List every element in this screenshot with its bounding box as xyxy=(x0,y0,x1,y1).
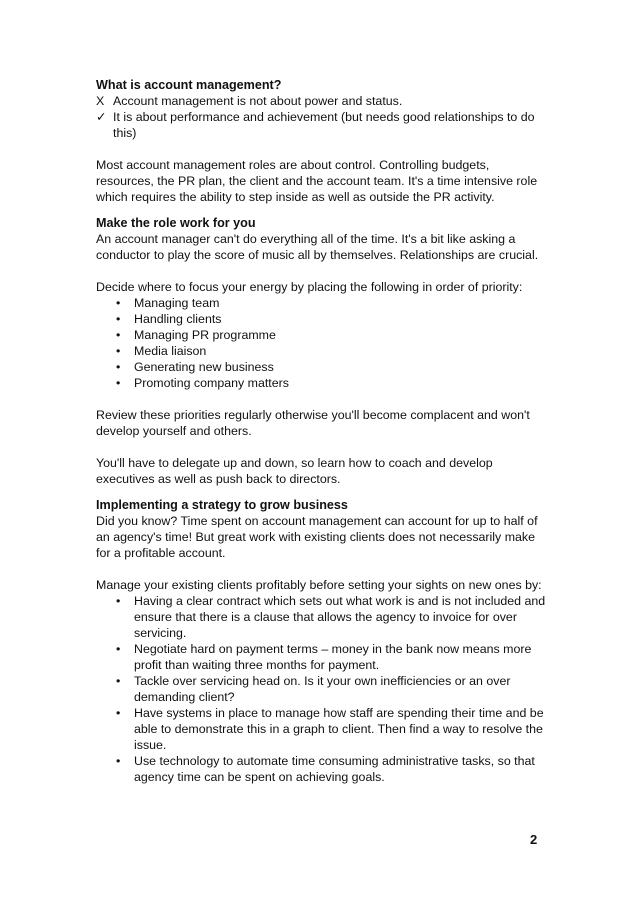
bullet-icon: • xyxy=(116,642,121,656)
list-item: • Have systems in place to manage how staff are spending their time and be able to demonstrate this in a graph to client. Then find a way to resolve the issue. xyxy=(116,706,544,752)
bullet-icon: • xyxy=(116,328,121,342)
section-heading-role: Make the role work for you xyxy=(96,216,256,230)
bullet-icon: • xyxy=(116,360,121,374)
priority-list xyxy=(96,295,548,391)
list-item: • Managing PR programme xyxy=(116,328,276,342)
list-item: • Promoting company matters xyxy=(116,376,289,390)
section-heading-account-management: What is account management? xyxy=(96,78,282,92)
bullet-icon: • xyxy=(116,754,121,768)
bullet-icon: • xyxy=(116,312,121,326)
list-item: • Having a clear contract which sets out what work is and is not included and ensure that there is a clause that allows the agency to invoice for over servicing. xyxy=(116,594,546,640)
control-paragraph: Most account management roles are about control. Controlling budgets, resources, the PR plan, the client and the account team. It's a time intensive role which requires the ability to step inside as well as outside the PR activity. xyxy=(96,158,538,204)
bullet-icon: • xyxy=(116,674,121,688)
document-page xyxy=(96,77,548,785)
negative-statement-text: Account management is not about power and status. xyxy=(113,94,403,108)
priority-intro-paragraph: Decide where to focus your energy by placing the following in order of priority: xyxy=(96,280,523,294)
list-item: • Use technology to automate time consuming administrative tasks, so that agency time can be spent on achieving goals. xyxy=(116,754,535,784)
section-heading-strategy: Implementing a strategy to grow business xyxy=(96,498,348,512)
list-item: • Media liaison xyxy=(116,344,207,358)
negative-statement xyxy=(96,93,548,109)
delegate-paragraph: You'll have to delegate up and down, so learn how to coach and develop executives as well as push back to directors. xyxy=(96,456,493,486)
checkmark-icon: ✓ xyxy=(96,110,107,124)
bullet-icon: • xyxy=(116,706,121,720)
list-item: • Managing team xyxy=(116,296,220,310)
bullet-icon: • xyxy=(116,594,121,608)
review-paragraph: Review these priorities regularly otherwise you'll become complacent and won't develop yourself and others. xyxy=(96,408,530,438)
list-item: • Negotiate hard on payment terms – money in the bank now means more profit than waiting three months for payment. xyxy=(116,642,532,672)
x-mark-icon: X xyxy=(96,94,105,108)
positive-statement xyxy=(96,109,548,141)
did-you-know-paragraph: Did you know? Time spent on account management can account for up to half of an agency's time! But great work with existing clients does not necessarily make for a profitable account. xyxy=(96,514,538,560)
bullet-icon: • xyxy=(116,344,121,358)
tips-list xyxy=(96,593,548,785)
list-item: • Handling clients xyxy=(116,312,222,326)
bullet-icon: • xyxy=(116,296,121,310)
page-number: 2 xyxy=(530,832,538,847)
bullet-icon: • xyxy=(116,376,121,390)
manage-clients-paragraph: Manage your existing clients profitably before setting your sights on new ones by: xyxy=(96,578,542,592)
positive-statement-text: It is about performance and achievement (but needs good relationships to do this) xyxy=(113,110,535,140)
list-item: • Generating new business xyxy=(116,360,274,374)
conductor-paragraph: An account manager can't do everything all of the time. It's a bit like asking a conductor to play the score of music all by themselves. Relationships are crucial. xyxy=(96,232,539,262)
list-item: • Tackle over servicing head on. Is it your own inefficiencies or an over demanding client? xyxy=(116,674,511,704)
